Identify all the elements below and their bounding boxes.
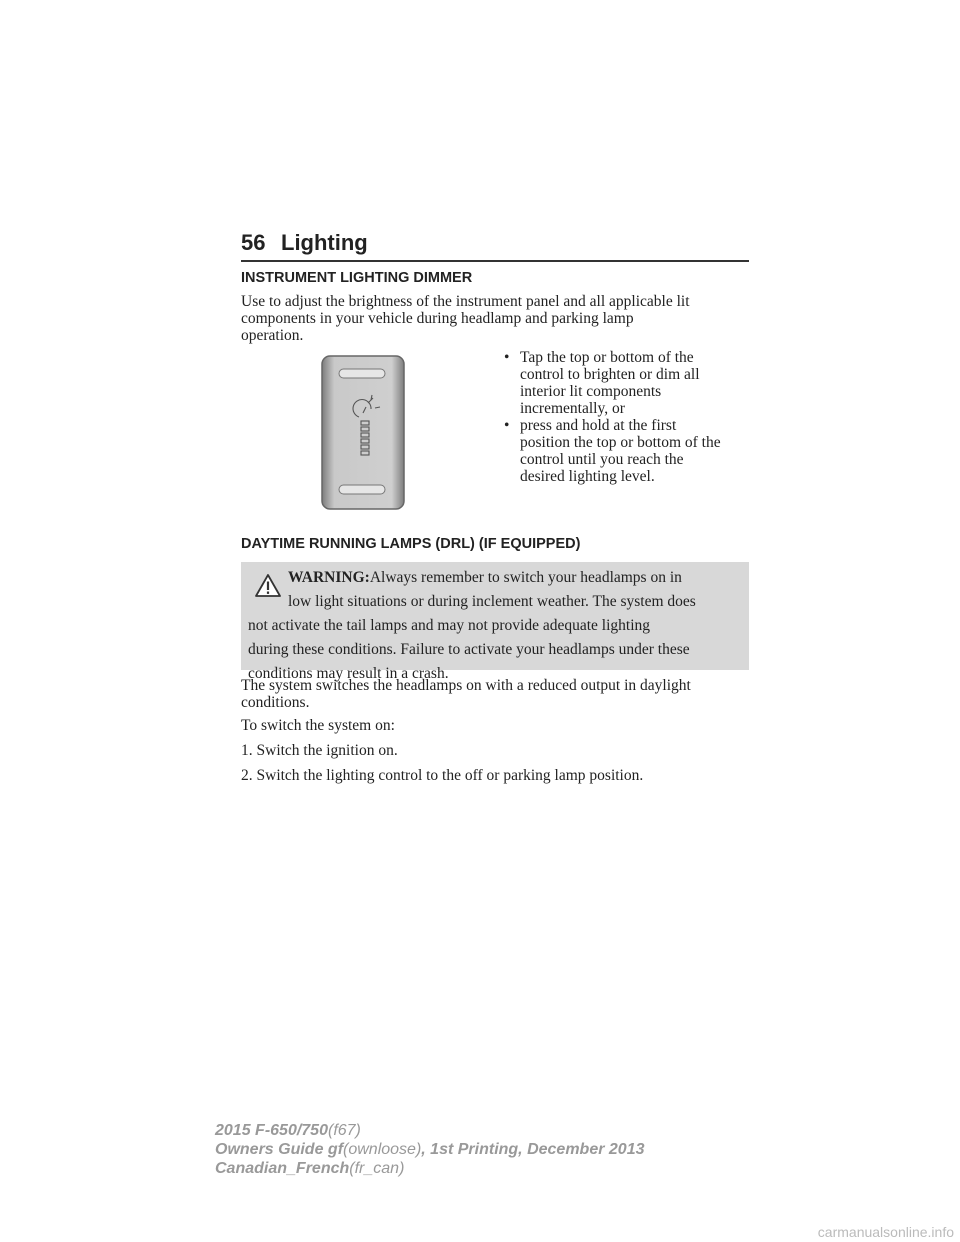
footer-line-2 xyxy=(215,1140,644,1159)
step-1: 1. Switch the ignition on. xyxy=(241,742,398,759)
warning-line: during these conditions. Failure to activate your headlamps under these xyxy=(248,641,690,658)
dimmer-intro xyxy=(241,293,761,344)
bullet-icon: • xyxy=(504,417,510,434)
intro-line: operation. xyxy=(241,327,304,344)
dimmer-bullet-list xyxy=(494,349,764,485)
bullet-line: control until you reach the xyxy=(520,451,684,468)
page-number: 56 xyxy=(241,230,266,255)
bullet-line: position the top or bottom of the xyxy=(520,434,721,451)
footer-code: (f67) xyxy=(327,1122,361,1139)
paragraph-line: conditions. xyxy=(241,694,310,711)
footer-language: Canadian_French xyxy=(215,1160,350,1177)
bullet-line: control to brighten or dim all xyxy=(520,366,700,383)
warning-line xyxy=(248,566,746,590)
warning-line xyxy=(248,590,746,614)
bullet-line: Tap the top or bottom of the xyxy=(520,349,694,366)
warning-line: not activate the tail lamps and may not provide adequate lighting xyxy=(248,617,651,634)
footer-line-1 xyxy=(215,1121,361,1140)
section-title: Lighting xyxy=(281,230,368,255)
step-2: 2. Switch the lighting control to the off or parking lamp position. xyxy=(241,767,644,784)
bullet-line: interior lit components xyxy=(520,383,662,400)
bullet-line: incrementally, or xyxy=(520,400,625,417)
warning-line: conditions may result in a crash. xyxy=(248,665,449,682)
footer-language-code: (fr_can) xyxy=(349,1160,405,1177)
warning-line-text: low light situations or during inclement weather. The system does xyxy=(288,593,696,610)
switch-on-text: To switch the system on: xyxy=(241,717,395,734)
warning-text xyxy=(248,566,746,686)
bullet-icon: • xyxy=(504,349,510,366)
footer-line-3 xyxy=(215,1159,404,1178)
footer-printing: , 1st Printing, December 2013 xyxy=(421,1141,645,1158)
page-header xyxy=(241,228,749,262)
intro-line: Use to adjust the brightness of the instrument panel and all applicable lit xyxy=(241,293,690,310)
intro-line: components in your vehicle during headlamp and parking lamp xyxy=(241,310,634,327)
watermark[interactable]: carmanualsonline.info xyxy=(817,1224,954,1240)
bullet-line: desired lighting level. xyxy=(520,468,655,485)
warning-label: WARNING: xyxy=(288,569,370,586)
footer-model: 2015 F-650/750 xyxy=(215,1122,328,1139)
instrument-dimmer-switch-icon xyxy=(321,355,405,510)
list-item xyxy=(494,349,764,417)
warning-box xyxy=(241,562,749,682)
warning-line-text: Always remember to switch your headlamps on in xyxy=(369,569,682,586)
list-item xyxy=(494,417,764,485)
footer-guide-code: (ownloose) xyxy=(343,1141,422,1158)
footer-guide: Owners Guide gf xyxy=(215,1141,344,1158)
dimmer-heading: INSTRUMENT LIGHTING DIMMER xyxy=(241,270,473,286)
drl-heading: DAYTIME RUNNING LAMPS (DRL) (IF EQUIPPED) xyxy=(241,536,581,552)
paragraph-line: The system switches the headlamps on with a reduced output in daylight xyxy=(241,677,691,694)
bullet-line: press and hold at the first xyxy=(520,417,677,434)
drl-paragraph xyxy=(241,677,761,711)
